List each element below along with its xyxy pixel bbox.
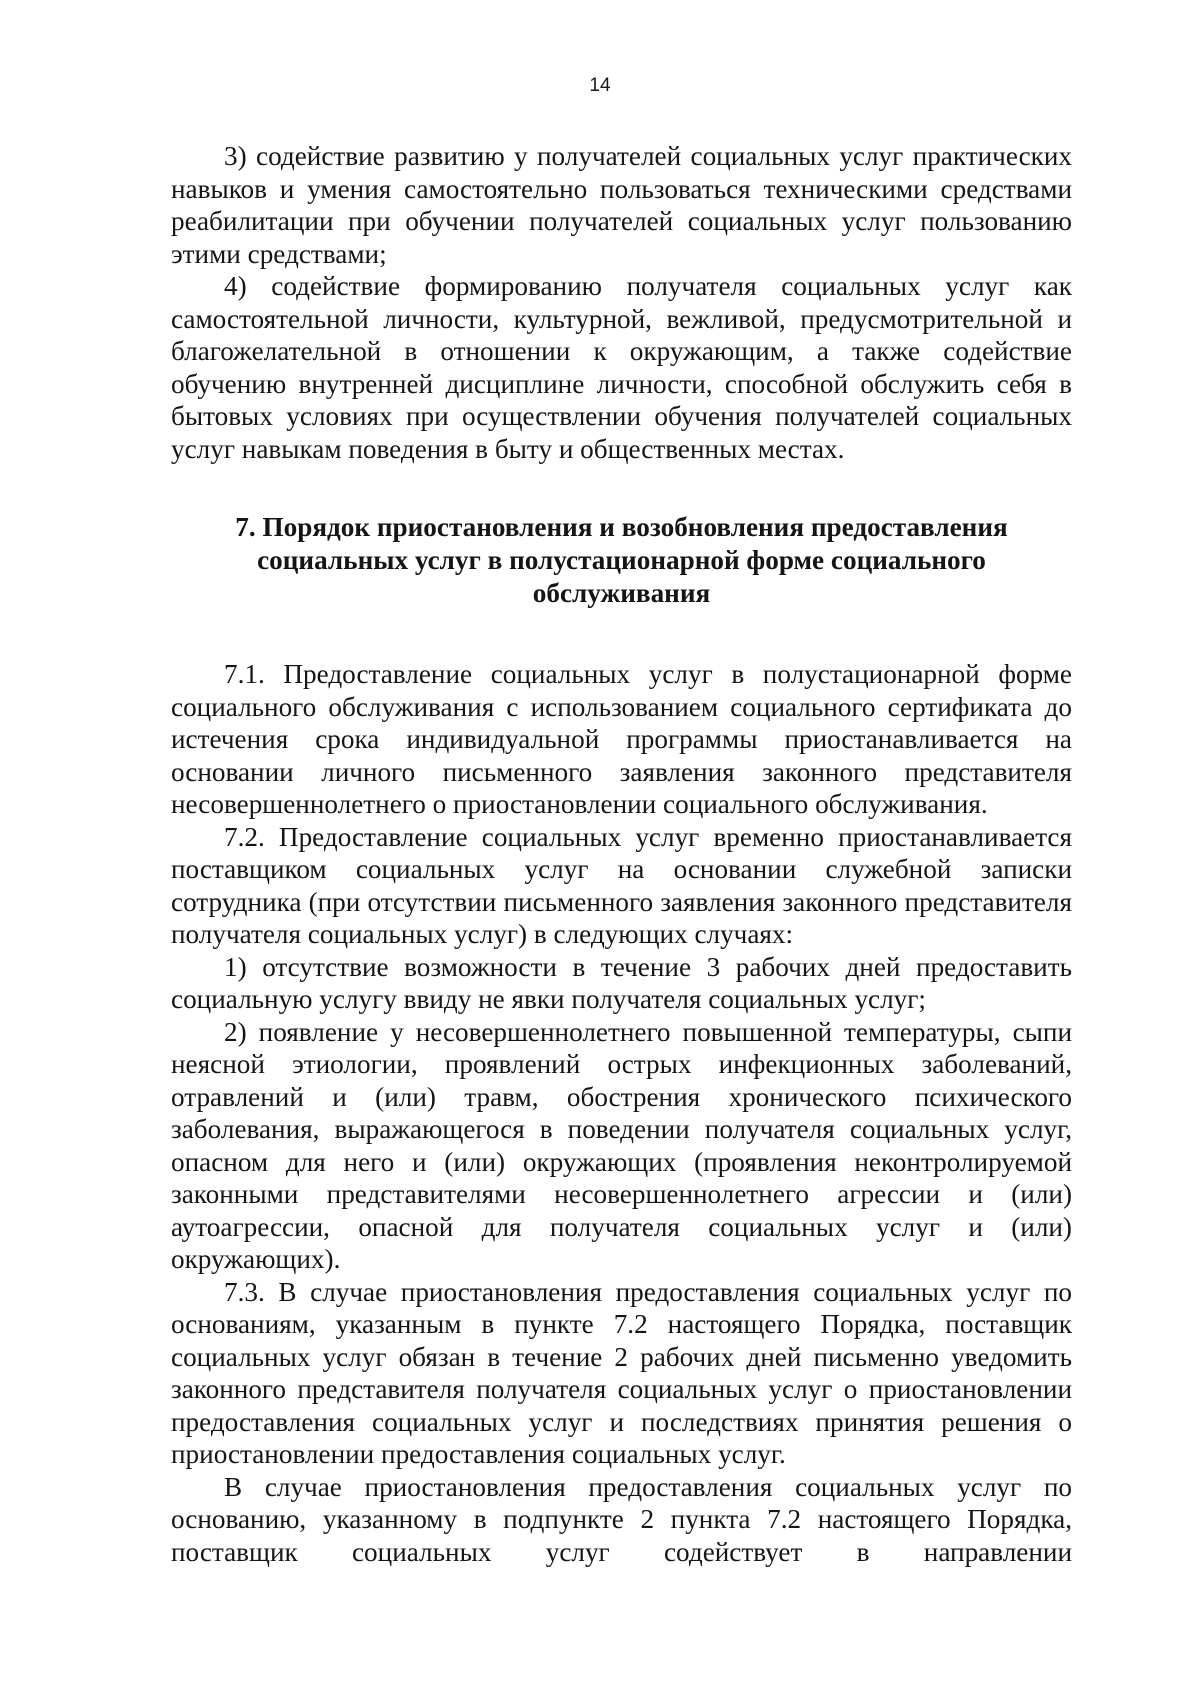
paragraph-7-2-item-2: 2) появление у несовершеннолетнего повышенной температуры, сыпи неясной этиологии, проявлений острых инфекционных заболеваний, отравлений и (или) травм, обострения хронического психического заболевания, выражающегося в поведении получателя социальных услуг, опасном для него и (или) окружающих (проявления неконтролируемой законными представителями несовершеннолетнего агрессии и (или) аутоагрессии, опасной для получателя социальных услуг и (или) окружающих). [171, 1016, 1072, 1274]
paragraph-7-3: 7.3. В случае приостановления предоставления социальных услуг по основаниям, указанным в пункте 7.2 настоящего Порядка, поставщик социальных услуг обязан в течение 2 рабочих дней письменно уведомить законного представителя получателя социальных услуг о приостановлении предоставления социальных услуг и последствиях принятия решения о приостановлении предоставления социальных услуг. [171, 1276, 1072, 1469]
paragraph-7-3-continued: В случае приостановления предоставления социальных услуг по основанию, указанному в подпункте 2 пункта 7.2 настоящего Порядка, поставщик социальных услуг содействует в направлении [171, 1471, 1072, 1567]
paragraph-7-2-item-1: 1) отсутствие возможности в течение 3 рабочих дней предоставить социальную услугу ввиду не явки получателя социальных услуг; [171, 951, 1072, 1014]
paragraph-item-3: 3) содействие развитию у получателей социальных услуг практических навыков и умения самостоятельно пользоваться техническими средствами реабилитации при обучении получателей социальных услуг пользованию этими средствами; [171, 141, 1072, 269]
paragraph-7-1: 7.1. Предоставление социальных услуг в полустационарной форме социального обслуживания с использованием социального сертификата до истечения срока индивидуальной программы приостанавливается на основании личного письменного заявления законного представителя несовершеннолетнего о приостановлении социального обслуживания. [171, 659, 1072, 819]
heading-line-2: социальных услуг в полустационарной форме социального [257, 545, 986, 575]
heading-line-3: обслуживания [532, 578, 711, 608]
page-number: 14 [589, 75, 611, 96]
section-7-heading [171, 511, 1072, 610]
heading-line-1: 7. Порядок приостановления и возобновления предоставления [235, 512, 1008, 542]
document-body [171, 140, 1072, 1568]
paragraph-item-4: 4) содействие формированию получателя социальных услуг как самостоятельной личности, культурной, вежливой, предусмотрительной и благожелательной в отношении к окружающим, а также содействие обучению внутренней дисциплине личности, способной обслужить себя в бытовых условиях при осуществлении обучения получателей социальных услуг навыкам поведения в быту и общественных местах. [171, 271, 1072, 464]
paragraph-7-2: 7.2. Предоставление социальных услуг временно приостанавливается поставщиком социальных услуг на основании служебной записки сотрудника (при отсутствии письменного заявления законного представителя получателя социальных услуг) в следующих случаях: [171, 821, 1072, 949]
